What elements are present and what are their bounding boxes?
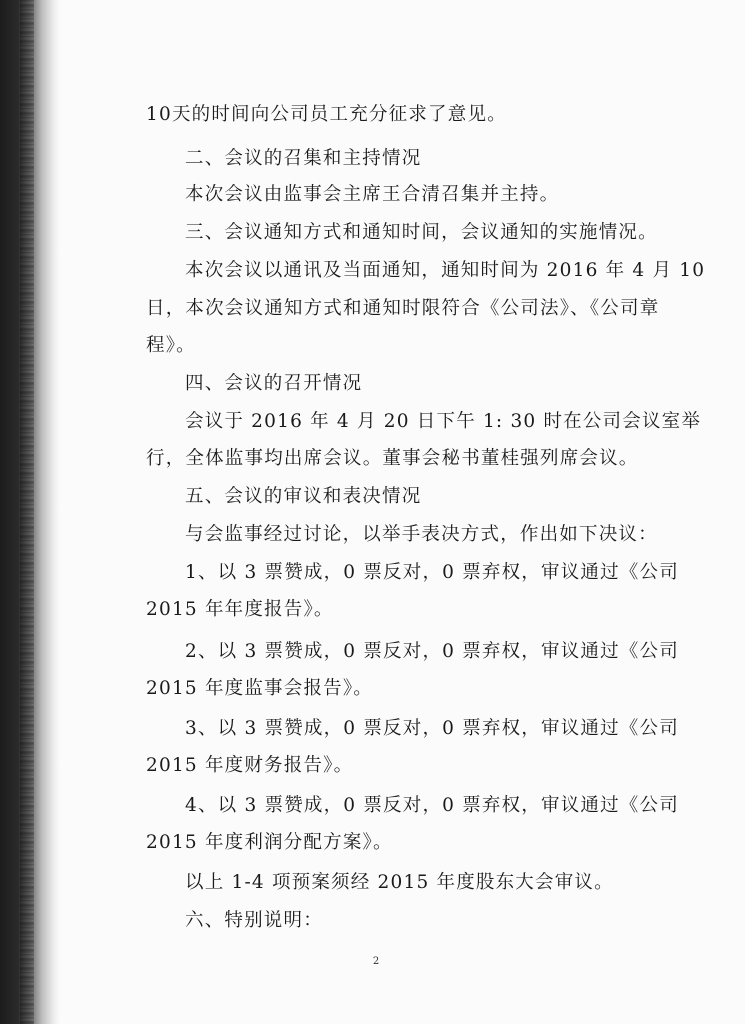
- body-line: 日，本次会议通知方式和通知时限符合《公司法》、《公司章: [146, 298, 660, 319]
- body-line: 以上 1-4 项预案须经 2015 年度股东大会审议。: [185, 872, 614, 893]
- body-line: 行，全体监事均出席会议。董事会秘书董桂强列席会议。: [146, 448, 639, 469]
- section-heading: 五、会议的审议和表决情况: [185, 486, 422, 507]
- section-heading: 六、特别说明：: [185, 910, 323, 931]
- resolution-line: 2015 年度财务报告》。: [146, 755, 354, 776]
- resolution-line: 4、以 3 票赞成，0 票反对，0 票弃权，审议通过《公司: [185, 795, 679, 816]
- body-line: 10天的时间向公司员工充分征求了意见。: [146, 104, 507, 125]
- resolution-line: 2015 年度利润分配方案》。: [146, 832, 393, 853]
- resolution-line: 2、以 3 票赞成，0 票反对，0 票弃权，审议通过《公司: [185, 641, 679, 662]
- section-heading: 二、会议的召集和主持情况: [185, 148, 422, 169]
- resolution-line: 3、以 3 票赞成，0 票反对，0 票弃权，审议通过《公司: [185, 718, 679, 739]
- section-heading: 三、会议通知方式和通知时间，会议通知的实施情况。: [185, 222, 658, 243]
- body-line: 程》。: [146, 335, 196, 356]
- body-line: 会议于 2016 年 4 月 20 日下午 1: 30 时在公司会议室举: [185, 411, 702, 432]
- body-line: 与会监事经过讨论，以举手表决方式，作出如下决议：: [185, 524, 658, 545]
- page-number: 2: [372, 956, 380, 967]
- body-line: 本次会议由监事会主席王合清召集并主持。: [185, 184, 560, 205]
- section-heading: 四、会议的召开情况: [185, 373, 363, 394]
- scan-binding-texture: [20, 0, 34, 1024]
- resolution-line: 1、以 3 票赞成，0 票反对，0 票弃权，审议通过《公司: [185, 562, 679, 583]
- body-line: 本次会议以通讯及当面通知，通知时间为 2016 年 4 月 10: [185, 260, 706, 281]
- resolution-line: 2015 年度监事会报告》。: [146, 678, 374, 699]
- resolution-line: 2015 年年度报告》。: [146, 599, 334, 620]
